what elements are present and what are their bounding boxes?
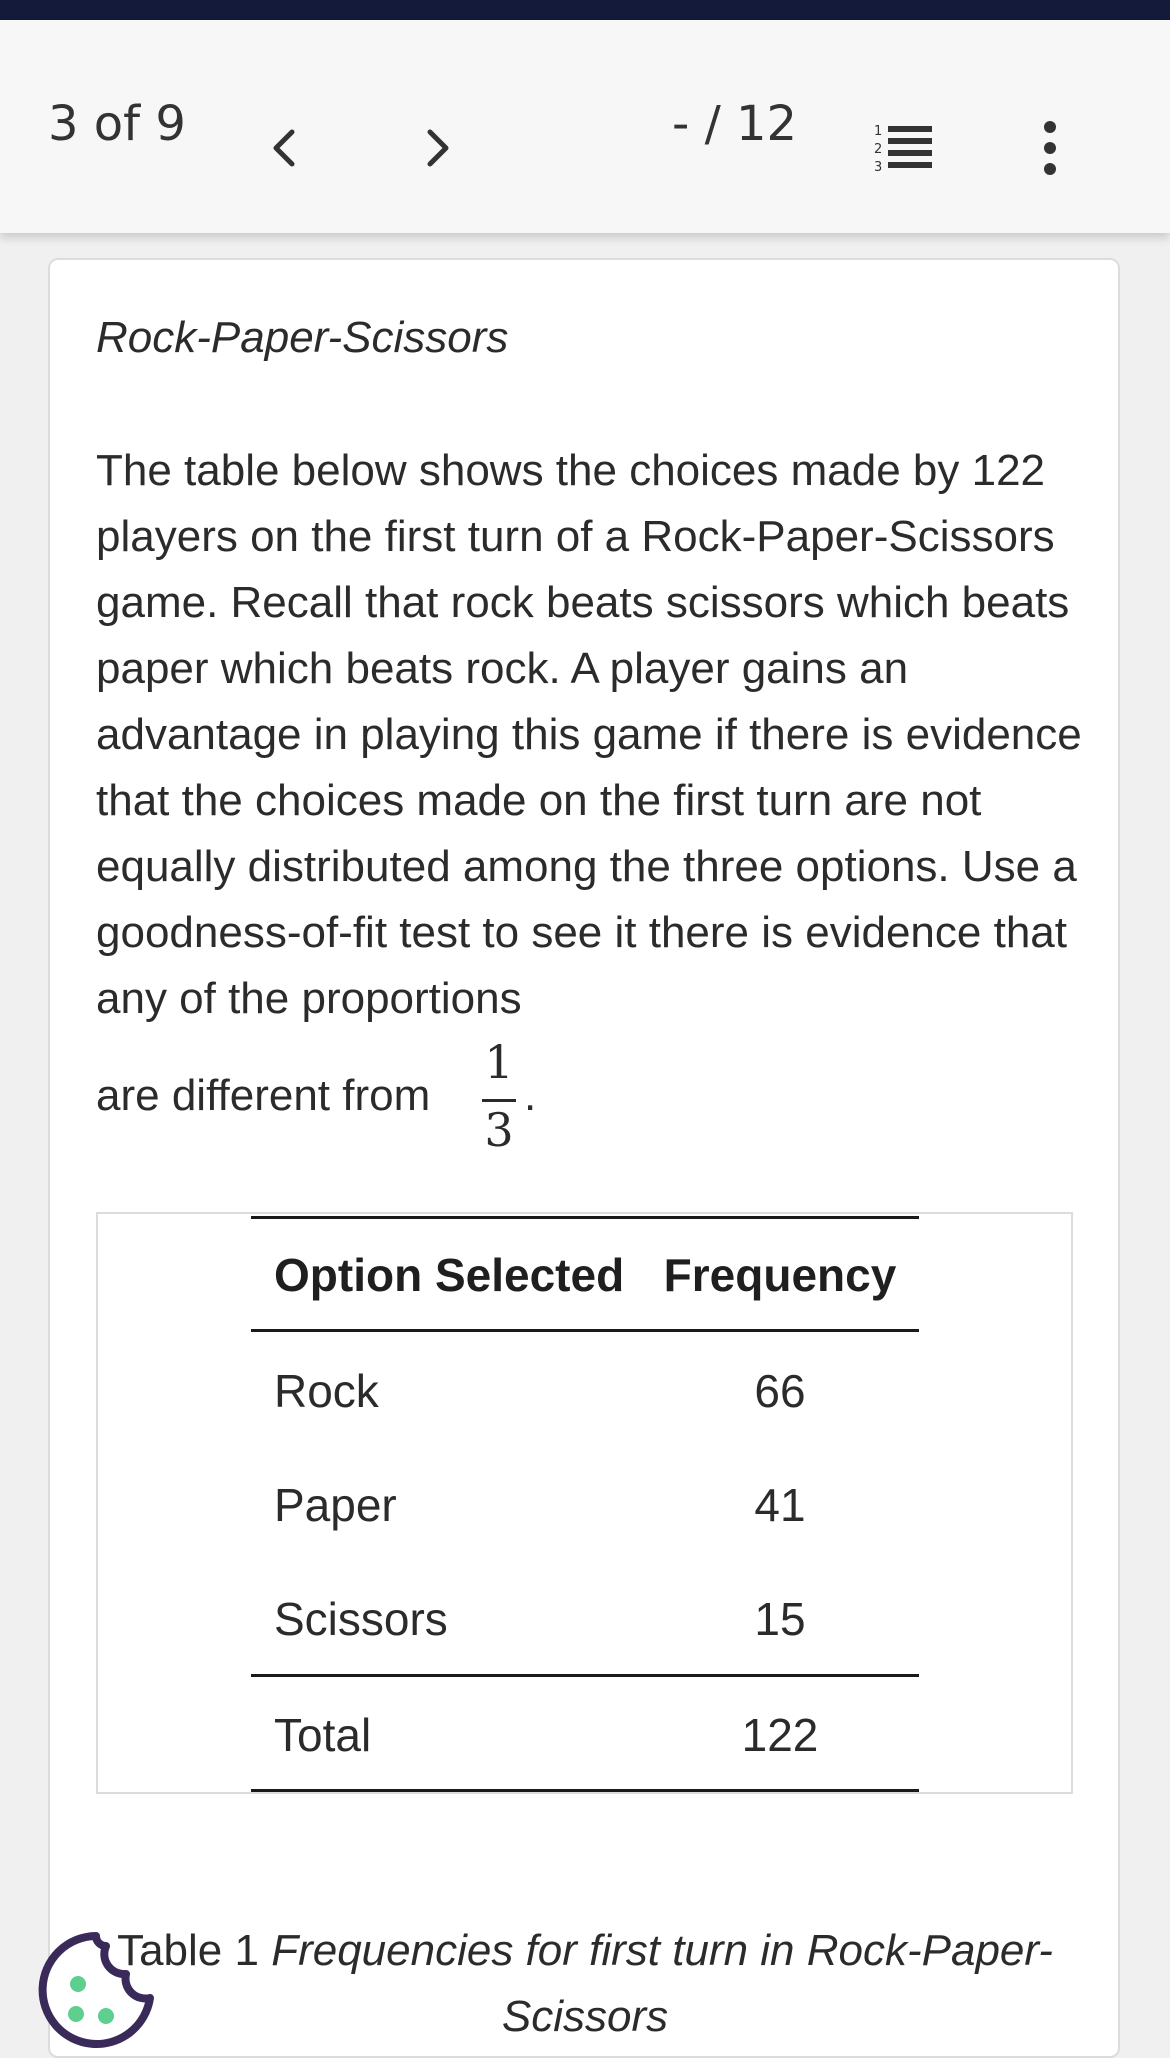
points-counter: - / 12 [672, 96, 798, 152]
svg-text:2: 2 [874, 142, 883, 157]
row-frequency-paper: 41 [754, 1479, 806, 1531]
question-title: Rock-Paper-Scissors [96, 313, 509, 362]
fraction-period: . [524, 1071, 537, 1120]
chevron-right-icon [418, 124, 458, 172]
row-total-label: Total [274, 1709, 372, 1761]
fraction-bar [482, 1099, 516, 1102]
row-frequency-rock: 66 [754, 1365, 806, 1417]
table-caption [96, 1918, 1074, 2050]
table-header-rule [251, 1329, 919, 1332]
previous-button[interactable] [264, 124, 304, 172]
page-count: 3 of 9 [48, 96, 186, 152]
question-text: The table below shows the choices made by 122 players on the first turn of a Rock-Paper-Scissors game. Recall that rock beats scissors which beats paper which beats rock. A player gains an advantage in playing this game if there is evidence that the choices made on the first turn are not equally distributed among the three options. Use a goodness-of-fit test to see it there is evidence that any of the proportions [96, 446, 1082, 1023]
more-options-button[interactable] [1034, 120, 1066, 176]
svg-text:1: 1 [874, 124, 883, 139]
status-strip [0, 0, 1170, 20]
cookie-settings-button[interactable] [34, 1928, 158, 2052]
table-top-rule [251, 1216, 919, 1219]
table-bottom-rule [251, 1789, 919, 1792]
row-option-paper: Paper [274, 1479, 397, 1531]
next-button[interactable] [418, 124, 458, 172]
row-frequency-scissors: 15 [754, 1593, 806, 1645]
caption-text: Frequencies for first turn in Rock-Paper-Scissors [271, 1926, 1053, 2041]
more-vertical-icon [1034, 120, 1066, 176]
fraction-numerator: 1 [484, 1035, 514, 1089]
top-toolbar [0, 20, 1170, 233]
caption-label: Table 1 [117, 1926, 259, 1975]
row-total-value: 122 [741, 1709, 819, 1761]
table-total-rule [251, 1674, 919, 1677]
question-list-button[interactable] [872, 122, 934, 174]
chevron-left-icon [264, 124, 304, 172]
header-option-selected: Option Selected [274, 1249, 625, 1301]
cookie-icon [34, 1928, 158, 2052]
fraction-denominator: 3 [484, 1103, 514, 1157]
row-option-rock: Rock [274, 1365, 379, 1417]
row-option-scissors: Scissors [274, 1593, 448, 1645]
fraction-lead-text: are different from [96, 1071, 431, 1120]
svg-text:3: 3 [874, 160, 883, 174]
header-frequency: Frequency [663, 1249, 897, 1301]
numbered-list-icon [872, 122, 934, 174]
